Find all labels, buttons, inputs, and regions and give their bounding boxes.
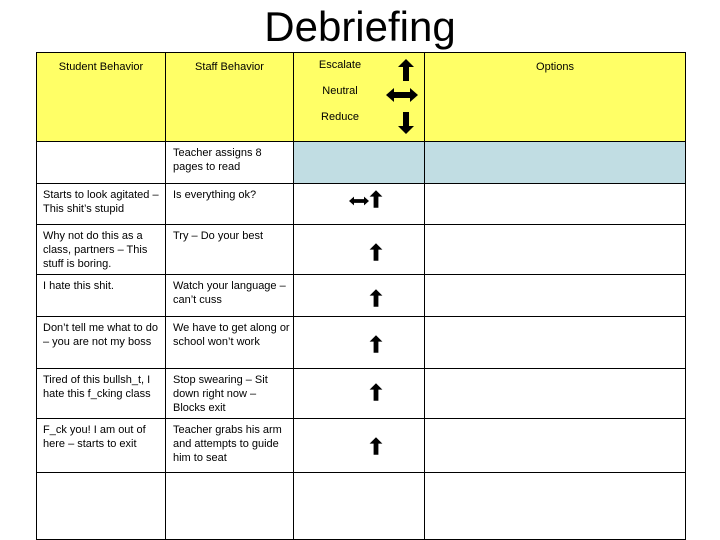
options-cell <box>425 473 686 540</box>
options-cell <box>425 419 686 473</box>
staff-cell: We have to get along or school won’t work <box>166 317 294 369</box>
page-title: Debriefing <box>264 3 456 50</box>
up-arrow-icon <box>396 59 416 81</box>
student-cell: Starts to look agitated – This shit’s stupid <box>37 184 166 225</box>
header-escalate-neutral-reduce <box>294 53 425 142</box>
staff-cell: Teacher grabs his arm and attempts to guide him to seat <box>166 419 294 473</box>
table-row <box>37 317 686 369</box>
student-cell <box>37 473 166 540</box>
up-arrow-icon <box>368 381 384 403</box>
escalation-cell <box>294 317 425 369</box>
student-cell: I hate this shit. <box>37 275 166 317</box>
staff-cell: Teacher assigns 8 pages to read <box>166 142 294 184</box>
options-cell <box>425 317 686 369</box>
options-cell <box>425 225 686 275</box>
table-row <box>37 184 686 225</box>
neutral-label: Neutral <box>322 85 358 97</box>
left-right-arrow-icon <box>349 194 369 208</box>
escalation-cell <box>294 419 425 473</box>
student-cell: Why not do this as a class, partners – This stuff is boring. <box>37 225 166 275</box>
options-cell <box>425 142 686 184</box>
escalation-cell <box>294 184 425 225</box>
escalation-cell <box>294 473 425 540</box>
header-student-behavior: Student Behavior <box>37 53 166 142</box>
staff-cell <box>166 473 294 540</box>
up-arrow-icon <box>368 188 384 210</box>
options-cell <box>425 369 686 419</box>
up-arrow-icon <box>368 333 384 355</box>
options-cell <box>425 184 686 225</box>
empty-row <box>37 473 686 540</box>
up-arrow-icon <box>368 241 384 263</box>
staff-cell: Try – Do your best <box>166 225 294 275</box>
down-arrow-icon <box>396 112 416 134</box>
table-row <box>37 369 686 419</box>
staff-cell: Stop swearing – Sit down right now – Blocks exit <box>166 369 294 419</box>
intro-row <box>37 142 686 184</box>
up-arrow-icon <box>368 287 384 309</box>
student-cell: Tired of this bullsh_t, I hate this f_cking class <box>37 369 166 419</box>
student-cell: F_ck you! I am out of here – starts to exit <box>37 419 166 473</box>
escalate-label: Escalate <box>318 59 362 71</box>
options-cell <box>425 275 686 317</box>
escalation-cell <box>294 369 425 419</box>
table-row <box>37 275 686 317</box>
left-right-arrow-icon <box>386 87 418 103</box>
staff-cell: Watch your language – can’t cuss <box>166 275 294 317</box>
debriefing-table <box>36 52 686 540</box>
escalation-cell <box>294 275 425 317</box>
student-cell <box>37 142 166 184</box>
student-cell: Don’t tell me what to do – you are not my boss <box>37 317 166 369</box>
header-row <box>37 53 686 142</box>
header-options: Options <box>425 53 686 142</box>
header-staff-behavior: Staff Behavior <box>166 53 294 142</box>
table-row <box>37 225 686 275</box>
reduce-label: Reduce <box>321 111 359 123</box>
up-arrow-icon <box>368 435 384 457</box>
escalation-cell <box>294 225 425 275</box>
staff-cell: Is everything ok? <box>166 184 294 225</box>
table-row <box>37 419 686 473</box>
escalation-cell <box>294 142 425 184</box>
